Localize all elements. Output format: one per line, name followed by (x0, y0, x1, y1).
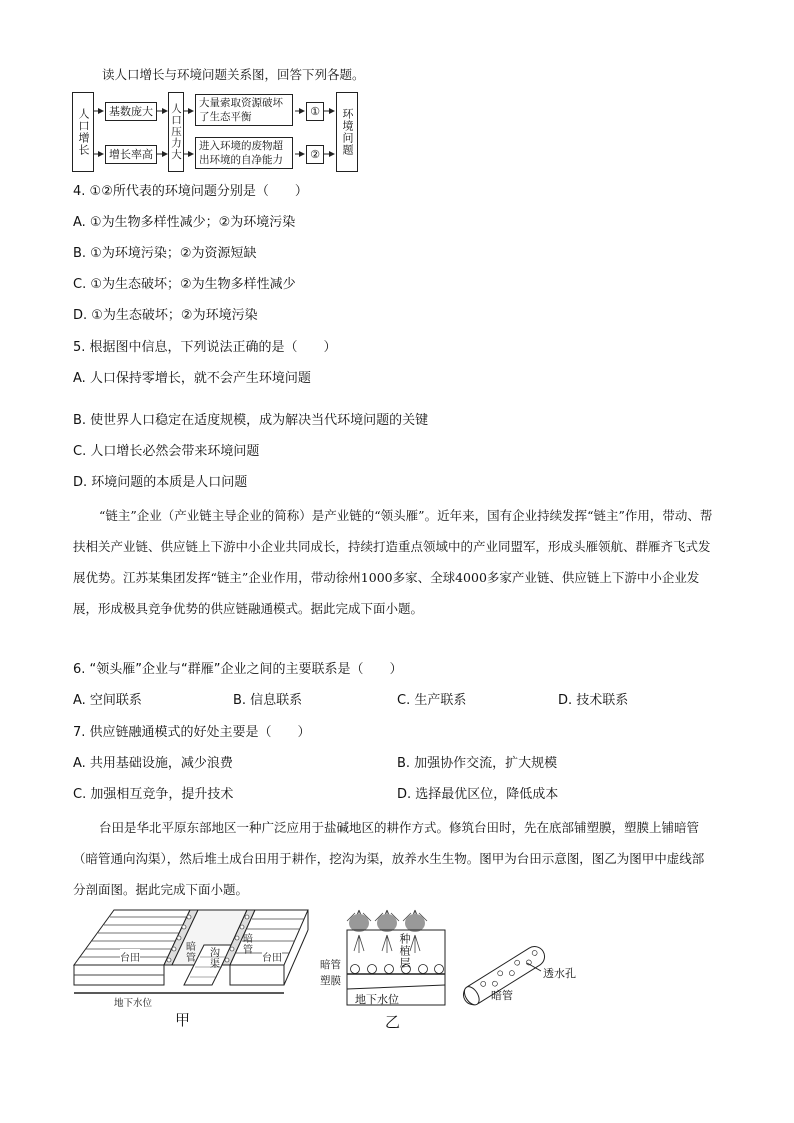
flow-chart (72, 92, 362, 172)
flow-pressure-box: 人口压力大 (168, 92, 184, 172)
jia-label-gouqu: 沟渠 (207, 947, 219, 969)
flow-left-box: 人口增长 (72, 92, 94, 172)
q7-option-c[interactable]: C. 加强相互竞争，提升技术 (73, 787, 234, 802)
flow-box-waste: 进入环境的废物超出环境的自净能力 (195, 137, 293, 169)
jia-label-taitian-right: 台田 (262, 949, 282, 964)
q5-option-b[interactable]: B. 使世界人口稳定在适度规模，成为解决当代环境问题的关键 (73, 413, 429, 428)
intro-flowchart: 读人口增长与环境问题关系图，回答下列各题。 (102, 67, 365, 82)
q4-option-a[interactable]: A. ①为生物多样性减少；②为环境污染 (73, 215, 296, 230)
q7-stem: 7. 供应链融通模式的好处主要是（ ） (73, 725, 311, 740)
figure-yi (315, 905, 585, 1030)
jia-label-anguan-left: 暗管 (183, 941, 195, 963)
yi-label-water: 地下水位 (355, 993, 399, 1006)
yi-label-sumo: 塑膜 (320, 975, 341, 987)
jia-label-taitian-left: 台田 (120, 949, 140, 964)
q5-option-d[interactable]: D. 环境问题的本质是人口问题 (73, 475, 248, 490)
q5-option-a[interactable]: A. 人口保持零增长，就不会产生环境问题 (73, 371, 311, 386)
q7-option-d[interactable]: D. 选择最优区位，降低成本 (397, 787, 559, 802)
q4-option-c[interactable]: C. ①为生态破坏；②为生物多样性减少 (73, 277, 296, 292)
q4-option-d[interactable]: D. ①为生态破坏；②为环境污染 (73, 308, 258, 323)
q6-option-d[interactable]: D. 技术联系 (558, 693, 629, 708)
intro-chain-leader: “链主”企业（产业链主导企业的简称）是产业链的“领头雁”。近年来，国有企业持续发挥“链主”作用，带动、帮扶相关产业链、供应链上下游中小企业共同成长，持续打造重点领域中的产业同盟军，形成头雁领航、群雁齐飞式发展优势。江苏某集团发挥“链主”企业作用，带动徐州1000多家、全球4000多家产业链、供应链上下游中小企业发展，形成极具竞争优势的供应链融通模式。据此完成下面小题。 (73, 508, 713, 616)
intro-taitian: 台田是华北平原东部地区一种广泛应用于盐碱地区的耕作方式。修筑台田时，先在底部铺塑膜，塑膜上铺暗管（暗管通向沟渠），然后堆土成台田用于耕作，挖沟为渠，放养水生生物。图甲为台田示意图，图乙为图甲中虚线部分剖面图。据此完成下面小题。 (73, 820, 705, 897)
jia-label-water: 地下水位 (114, 998, 153, 1009)
q5-option-c[interactable]: C. 人口增长必然会带来环境问题 (73, 444, 260, 459)
q6-option-b[interactable]: B. 信息联系 (233, 693, 303, 708)
yi-label-layer: 种植层 (398, 933, 411, 969)
flow-mark-1: ① (306, 102, 324, 121)
yi-label-anguan: 暗管 (320, 959, 341, 971)
q6-option-c[interactable]: C. 生产联系 (397, 693, 467, 708)
yi-caption: 乙 (385, 1013, 401, 1031)
q4-option-b[interactable]: B. ①为环境污染；②为资源短缺 (73, 246, 257, 261)
flow-box-rate: 增长率高 (105, 145, 157, 164)
flow-mark-2: ② (306, 145, 324, 164)
flow-box-base: 基数庞大 (105, 102, 157, 121)
flow-box-resource: 大量索取资源破坏了生态平衡 (195, 94, 293, 126)
jia-label-anguan-right: 暗管 (240, 933, 252, 955)
q7-option-b[interactable]: B. 加强协作交流，扩大规模 (397, 756, 558, 771)
yi-label-pipe: 暗管 (491, 989, 513, 1002)
q4-stem: 4. ①②所代表的环境问题分别是（ ） (73, 184, 308, 199)
figure-jia (72, 905, 312, 1030)
flow-right-box: 环境问题 (336, 92, 358, 172)
jia-caption: 甲 (175, 1011, 191, 1029)
q6-stem: 6. “领头雁”企业与“群雁”企业之间的主要联系是（ ） (73, 662, 403, 677)
yi-label-hole: 透水孔 (543, 967, 576, 980)
q6-option-a[interactable]: A. 空间联系 (73, 693, 142, 708)
q5-stem: 5. 根据图中信息，下列说法正确的是（ ） (73, 340, 337, 355)
q7-option-a[interactable]: A. 共用基础设施，减少浪费 (73, 756, 233, 771)
